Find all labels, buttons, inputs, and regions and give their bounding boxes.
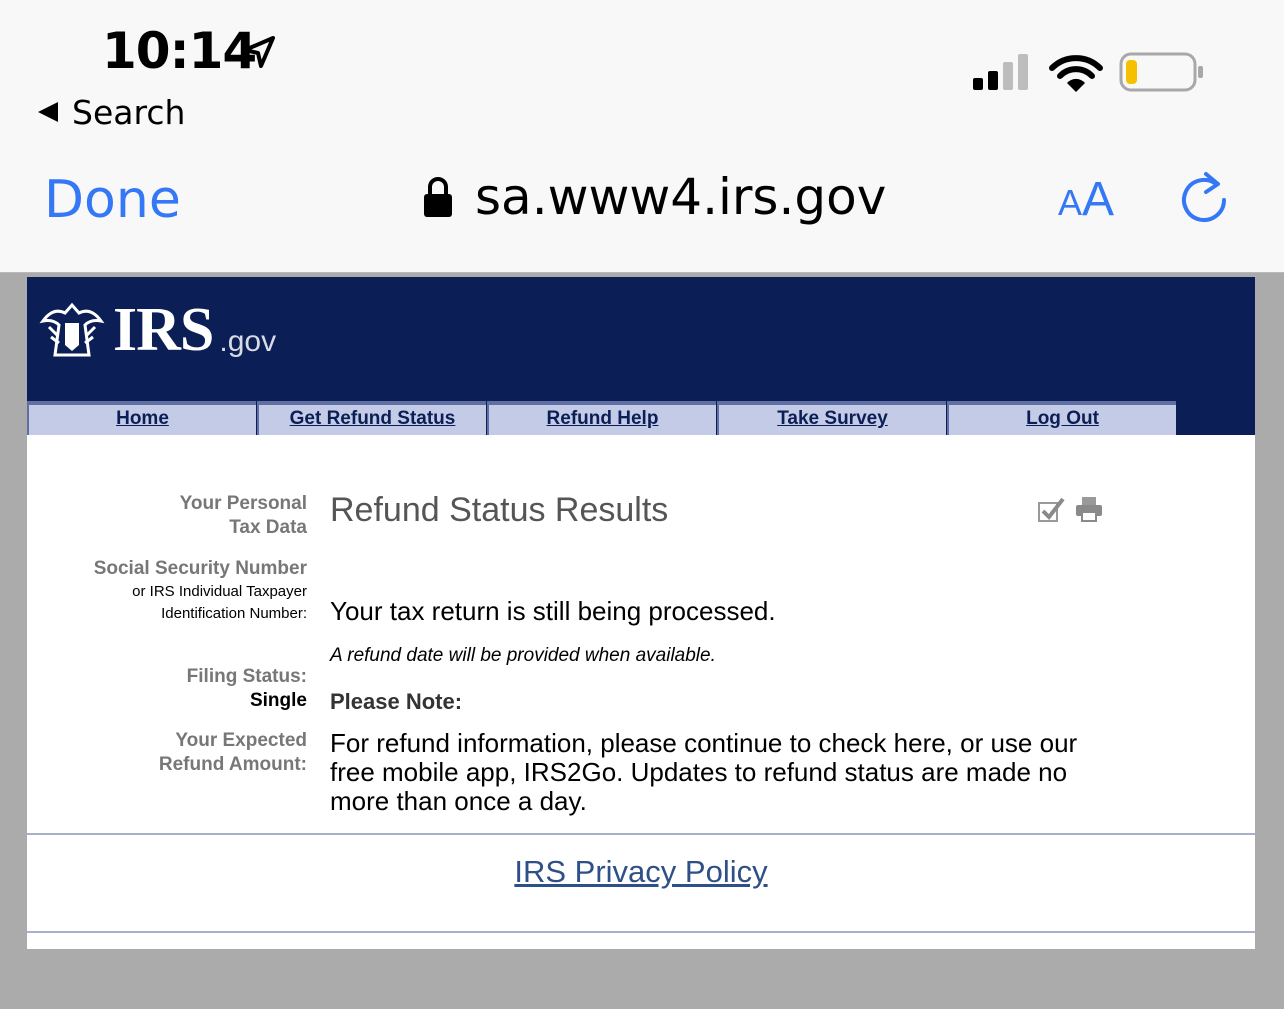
tab-home[interactable]: Home [27,401,256,435]
web-page [27,277,1255,949]
address-bar[interactable] [423,168,886,226]
logo-gov-text: .gov [219,325,277,358]
done-button[interactable]: Done [44,170,181,230]
filing-status-value: Single [249,690,307,711]
refund-amount-label-2: Refund Amount: [158,754,307,775]
cellular-signal-icon [971,52,1033,92]
back-label: Search [72,92,186,132]
nav-tabs [27,401,1255,435]
footer-divider-bottom [27,931,1255,933]
irs-eagle-icon [39,301,105,359]
tax-data-sidebar [27,492,307,777]
tab-take-survey[interactable]: Take Survey [717,401,946,435]
results-panel [330,491,1090,816]
irs-logo[interactable] [39,296,277,364]
filing-status-label: Filing Status: [186,666,307,687]
aa-small-label: A [1058,182,1083,223]
processing-message: Your tax return is still being processed. [330,596,776,626]
note-body: For refund information, please continue to check here, or use our free mobile app, IRS2Go. Updates to refund status are made no more than once a day. [330,728,1078,816]
logo-irs-text: IRS [113,296,214,364]
refund-date-note: A refund date will be provided when available. [330,645,716,666]
browser-chrome [0,0,1284,273]
status-time: 10:14 [102,22,257,80]
text-size-button[interactable] [1058,172,1114,227]
lock-icon [423,176,453,218]
personal-data-label-2: Tax Data [229,517,307,538]
irs-banner [27,277,1255,435]
tab-get-refund-status[interactable]: Get Refund Status [257,401,486,435]
page-actions [1037,495,1103,523]
note-heading: Please Note: [330,689,463,714]
checkmark-icon[interactable] [1037,495,1065,523]
wifi-icon [1048,54,1104,94]
reload-icon[interactable] [1176,170,1232,226]
back-to-search[interactable] [38,92,185,132]
ssn-sub-label-2: Identification Number: [161,605,307,622]
url-text: sa.www4.irs.gov [475,168,887,226]
page-title: Refund Status Results [330,491,669,529]
aa-big-label: A [1082,173,1115,226]
tab-refund-help[interactable]: Refund Help [487,401,716,435]
footer-divider-top [27,833,1255,835]
personal-data-label-1: Your Personal [179,493,307,514]
ssn-sub-label-1: or IRS Individual Taxpayer [132,583,307,600]
print-icon[interactable] [1075,495,1103,523]
privacy-policy-link[interactable]: IRS Privacy Policy [514,854,768,889]
tab-log-out[interactable]: Log Out [947,401,1176,435]
location-arrow-icon [241,34,277,70]
ssn-label: Social Security Number [93,558,307,579]
back-triangle-icon [38,102,58,122]
refund-amount-label-1: Your Expected [175,730,307,751]
battery-icon [1119,52,1205,92]
